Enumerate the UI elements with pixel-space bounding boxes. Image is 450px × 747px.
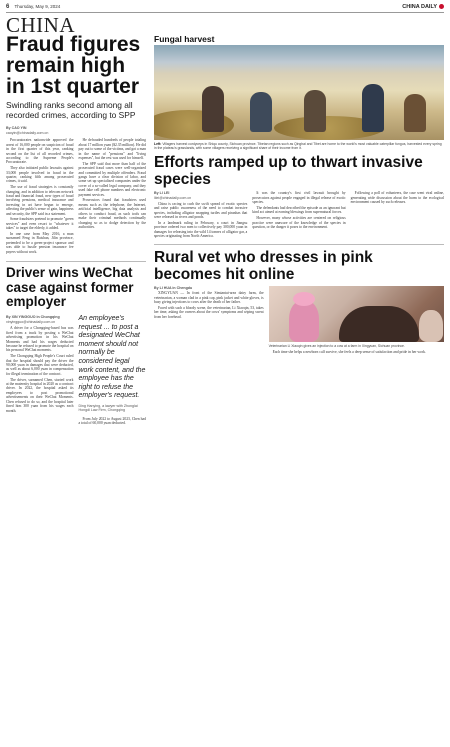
pull-quote: An employee's request ... to post a designated WeChat moment should not normally be considered legal work content, and the employee has the right to refuse the employer's request. Ding Hanying, a lawyer with Zhonglai Hongdi Law Firm, Chongqing — [78, 314, 146, 413]
logo-mark-icon — [439, 4, 444, 9]
rural-photo-caption: Veterinarian Li Xiaoqin gives an injection to a cow at a farm in Xingyuan, Sichuan province. — [268, 343, 405, 348]
invasive-paragraph: The defendants had described the episode as an ignorant but kind act aimed at earning blessings from supernatural forces. — [252, 205, 346, 215]
section-title: CHINA — [6, 13, 75, 37]
fungal-harvest-photo — [154, 45, 444, 140]
fraud-byline: By CAO YIN caoyin@chinadaily.com.cn — [6, 126, 146, 135]
page-number: 6 — [6, 4, 10, 10]
rural-paragraph: Each time she helps a newborn calf survive, she feels a deep sense of satisfaction and pride in her work. — [272, 349, 426, 354]
fraud-paragraph: The use of fraud strategies is constantly changing, and in addition to telecom network fraud and financial fraud, new types of fraud involving pensions, medical insurance and investing in art have begun to emerge, affecting the public's sense of gain, happiness and security, the SPP said in a statement. — [6, 185, 74, 216]
newspaper-page: 6 Thursday, May 9, 2024 CHINA DAILY CHINA Fraud figures remain high in 1st quarter Swindling ranks second among all recorded crimes, according to SPP By CAO YIN caoyin@chinadaily.com.cn Procuratorates nationwide approved the arrest of 16,000 people on suspicion of fraud in the first quarter of this year, ranking second on the list of all recorded crimes, according to the Supreme People's Procuratorate. They also initiated public lawsuits against 33,000 people involved in fraud in the quarter, ranking fifth among prosecuted crimes, it said. The use of fraud strategies is constantly changing, and in addition to telecom network fraud and financial fraud, new types of fraud involving pensions, medical insurance and investing in art have begun to emerge, affecting the public's sense of gain, happiness and security, the SPP said in a statement. Some fraudsters pretend to promote "green services" and even resort to "whatever it takes" to target the elderly, it added. In one case from May 2016, a man surnamed Feng in Baishan, Jilin province, pretended to be a green-project sponsor and was able to hustle pension insurance fee payers without work. He defrauded hundreds of people totaling about 17 million yuan ($2.35 million). He did pay out to some of the victims, and got a man in the name of "pensions" and "living expenses", but the rest was used for himself. The SPP said that more than half of the prosecuted fraud cases were well-organized and committed by multiple offenders. Fraud gangs have a clear division of labor, and some set up specialized companies under the cover of a so-called legal company, and they used fake cell phone numbers and electronic payment services. Prosecutors found that fraudsters used means such as the telephone, the Internet, artificial intelligence, big data analysis and others to conduct fraud, as such tools can make their criminal methods continually changing so as to dodge detection by the authorities. Driver wins WeChat case against former employer By XIN YINGGUO in Chongqing xinyingguo@chinadaily.com.cn A driver for a Chongqing-based bus was fired from a truck by posting a WeChat advertising promotion in his WeChat Moments and had his wages deducted because he refused to promote the hospital on his personal WeChat moments. The Chongqing High People's Court ruled that the hospital should pay the driver the 90,000 yuan in damages that were deducted, as well as about 6,000 yuan in compensation for illegal termination of the contract. The driver, surnamed Chen, started work at the maternity hospital in 2020 as a contract driver. In 2022, the hospital asked its employees to post promotional advertisements on their WeChat Moments. Chen refused to do so, and the hospital later fined him 300 yuan from his wages each month. An employee's request ... to post a designated WeChat moment should not normally be considered legal work content, and the employee has the right to refuse the employer's request. Ding Hanying, a lawyer with Zhonglai Hongdi Law Firm, Chongqing From July 2022 to August 2023, Chen had a total of 60,000 yuan deducted. Fungal harvest Left: Villagers harvest cordyceps in Shiqu county, Sichuan province. Tibetan regions such as Qinghai and Tibet are home to the world's most valuable caterpillar fungus, harvested every spring in the plateau's grasslands, with some villagers receiving a significant share of their income from it. Efforts ramped up to thwart invasive species By LI LEI lilei@chinadaily.com.cn China is racing to curb the swift spread of exotic species and raise public awareness of the need to combat invasive species, including alligator snapping turtles and piranhas that were released in rivers and ponds. In a landmark ruling in February, a court in Jiangsu province ordered two men to collectively pay 300,000 yuan in damages for releasing into the wild 14 tonnes of alligator gar, a species originating from North America. It was the country's first civil lawsuit brought by prosecutors against people engaged in illegal release of exotic species. The defendants had described the episode as an ignorant but kind act aimed at earning blessings from supernatural forces. However, many whose activities are centered on religious practice were unaware of the knowledge of the species in question, or the danger it poses to the environment. Following a poll of volunteers, the case went viral online, generating wide discussion about the harm to the ecological environment caused by such releases. Rural vet who dresses in pink becomes hit online By LI HUA in Chengdu XINGYUAN — In front of the Simiantai-area dairy farm, the veterinarian, a woman clad in a pink cap, pink jacket and white gloves, is busy giving injections to cows after the death of her father. Faced with such a bloody scene, the veterinarian, Li Xiaoqin, 53, takes her time, asking the owners about the cows' symptoms and wiping sweat from her forehead. Veterinarian Li Xiaoqin gives an injection to a cow at a farm in Xingyuan, Sichuan province. Each time she helps a newborn calf survive, she feels a deep sense of satisfaction and pride in her work. — [6, 4, 444, 426]
invasive-paragraph: In a landmark ruling in February, a court in Jiangsu province ordered two men to collectively pay 300,000 yuan in damages for releasing into the wild 14 tonnes of alligator gar, a species originating from North America. — [154, 220, 248, 238]
invasive-paragraph: However, many whose activities are centered on religious practice were unaware of the knowledge of the species in question, or the danger it poses to the environment. — [252, 216, 346, 229]
invasive-paragraph: Following a poll of volunteers, the case went viral online, generating wide discussion about the harm to the ecological environment caused by such releases. — [350, 191, 444, 205]
fraud-email: caoyin@chinadaily.com.cn — [6, 130, 49, 135]
invasive-paragraph: China is racing to curb the swift spread of exotic species and raise public awareness of the need to combat invasive species, including alligator snapping turtles and piranhas that were released in rivers and ponds. — [154, 201, 248, 219]
fraud-paragraph: Some fraudsters pretend to promote "green services" and even resort to "whatever it takes" to target the elderly, it added. — [6, 217, 74, 231]
wechat-paragraph: The Chongqing High People's Court ruled that the hospital should pay the driver the 90,000 yuan in damages that were deducted, as well as about 6,000 yuan in compensation for illegal termination of the contract. — [6, 354, 74, 376]
fraud-paragraph: He defrauded hundreds of people totaling about 17 million yuan ($2.35 million). He did pay out to some of the victims, and got a man in the name of "pensions" and "living expenses", but the rest was used for himself. — [78, 138, 146, 160]
fraud-paragraph: Procuratorates nationwide approved the arrest of 16,000 people on suspicion of fraud in the first quarter of this year, ranking second on the list of all recorded crimes, according to the Supreme People's Procuratorate. — [6, 138, 74, 165]
fraud-dek: Swindling ranks second among all recorded crimes, according to SPP — [6, 100, 136, 120]
fraud-paragraph: They also initiated public lawsuits against 33,000 people involved in fraud in the quarter, ranking fifth among prosecuted crimes, it said. — [6, 166, 74, 184]
wechat-paragraph: The driver, surnamed Chen, started work at the maternity hospital in 2020 as a contract driver. In 2022, the hospital asked its employees to post promotional advertisements on their WeChat Moments. Chen refused to do so, and the hospital later fined him 300 yuan from his wages each month. — [6, 377, 74, 413]
fraud-paragraph: Prosecutors found that fraudsters used means such as the telephone, the Internet, artificial intelligence, big data analysis and others to conduct fraud, as such tools can make their criminal methods continually changing so as to dodge detection by the authorities. — [78, 198, 146, 230]
invasive-paragraph: It was the country's first civil lawsuit brought by prosecutors against people engaged in illegal release of exotic species. — [252, 191, 346, 205]
page-header — [6, 4, 444, 13]
rural-paragraph: XINGYUAN — In front of the Simiantai-area dairy farm, the veterinarian, a woman clad in a pink cap, pink jacket and white gloves, is busy giving injections to cows after the death of her father. — [154, 291, 264, 305]
fraud-article: Fraud figures remain high in 1st quarter Swindling ranks second among all recorded crimes, according to SPP By CAO YIN caoyin@chinadaily.com.cn Procuratorates nationwide approved the arrest of 16,000 people on suspicion of fraud in the first quarter of this year, ranking second on the list of all recorded crimes, according to the Supreme People's Procuratorate. They also initiated public lawsuits against 33,000 people involved in fraud in the quarter, ranking fifth among prosecuted crimes, it said. The use of fraud strategies is constantly changing, and in addition to telecom network fraud and financial fraud, new types of fraud involving pensions, medical insurance and investing in art have begun to emerge, affecting the public's sense of gain, happiness and security, the SPP said in a statement. Some fraudsters pretend to promote "green services" and even resort to "whatever it takes" to target the elderly, it added. In one case from May 2016, a man surnamed Feng in Baishan, Jilin province, pretended to be a green-project sponsor and was able to hustle pension insurance fee payers without work. He defrauded hundreds of people totaling about 17 million yuan ($2.35 million). He did pay out to some of the victims, and got a man in the name of "pensions" and "living expenses", but the rest was used for himself. The SPP said that more than half of the prosecuted fraud cases were well-organized and committed by multiple offenders. Fraud gangs have a clear division of labor, and some set up specialized companies under the cover of a so-called legal company, and they used fake cell phone numbers and electronic payment services. Prosecutors found that fraudsters used means such as the telephone, the Internet, artificial intelligence, big data analysis and others to conduct fraud, as such tools can make their criminal methods continually changing so as to dodge detection by the authorities. Driver wins WeChat case against former employer By XIN YINGGUO in Chongqing xinyingguo@chinadaily.com.cn A driver for a Chongqing-based bus was fired from a truck by posting a WeChat advertising promotion in his WeChat Moments and had his wages deducted because he refused to promote the hospital on his personal WeChat moments. The Chongqing High People's Court ruled that the hospital should pay the driver the 90,000 yuan in damages that were deducted, as well as about 6,000 yuan in compensation for illegal termination of the contract. The driver, surnamed Chen, started work at the maternity hospital in 2020 as a contract driver. In 2022, the hospital asked its employees to post promotional advertisements on their WeChat Moments. Chen refused to do so, and the hospital later fined him 300 yuan from his wages each month. An employee's request ... to post a designated WeChat moment should not normally be considered legal work content, and the employee has the right to refuse the employer's request. Ding Hanying, a lawyer with Zhonglai Hongdi Law Firm, Chongqing From July 2022 to August 2023, Chen had a total of 60,000 yuan deducted. — [6, 33, 146, 426]
wechat-paragraph: A driver for a Chongqing-based bus was fired from a truck by posting a WeChat advertising promotion in his WeChat Moments and had his wages deducted because he refused to promote the hospital on his personal WeChat moments. — [6, 326, 74, 353]
fraud-paragraph: The SPP said that more than half of the prosecuted fraud cases were well-organized and committed by multiple offenders. Fraud gangs have a clear division of labor, and some set up specialized companies under the cover of a so-called legal company, and they used fake cell phone numbers and electronic payment services. — [78, 161, 146, 197]
fraud-paragraph: In one case from May 2016, a man surnamed Feng in Baishan, Jilin province, pretended to be a green-project sponsor and was able to hustle pension insurance fee payers without work. — [6, 232, 74, 254]
fraud-headline: Fraud figures remain high in 1st quarter — [6, 33, 141, 98]
pull-quote-attribution: Ding Hanying, a lawyer with Zhonglai Hongdi Law Firm, Chongqing — [78, 403, 138, 413]
issue-date: Thursday, May 9, 2024 — [14, 4, 61, 9]
fungal-caption: Left: Villagers harvest cordyceps in Shiqu county, Sichuan province. Tibetan regions such as Qinghai and Tibet are home to the world's most valuable caterpillar fungus, harvested every spring in the plateau's grasslands, with some villagers receiving a significant share of their income from it. — [154, 142, 442, 151]
invasive-headline: Efforts ramped up to thwart invasive species — [154, 154, 423, 189]
wechat-headline: Driver wins WeChat case against former employer — [6, 265, 134, 310]
rural-vet-photo — [269, 286, 444, 342]
publication-logo: CHINA DAILY — [402, 4, 444, 10]
wechat-paragraph: From July 2022 to August 2023, Chen had a total of 60,000 yuan deducted. — [78, 416, 146, 426]
fungal-harvest-headline: Fungal harvest — [154, 34, 215, 44]
rural-paragraph: Faced with such a bloody scene, the veterinarian, Li Xiaoqin, 53, takes her time, asking the owners about the cows' symptoms and wiping sweat from her forehead. — [154, 305, 264, 319]
rural-vet-headline: Rural vet who dresses in pink becomes hit online — [154, 248, 373, 283]
